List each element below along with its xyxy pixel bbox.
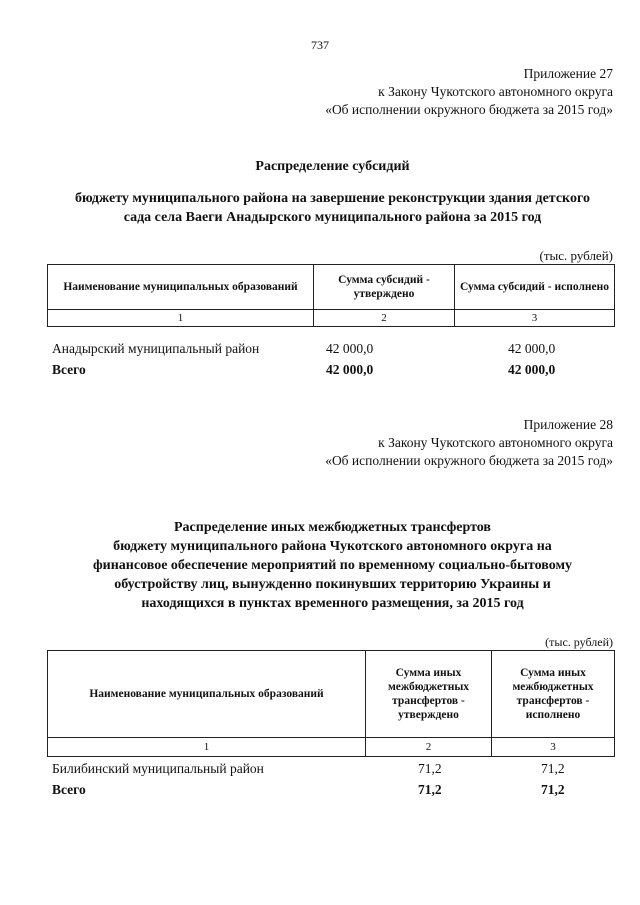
section1-col-approved: Сумма субсидий - утверждено [314, 265, 455, 310]
section2-table-header [47, 650, 615, 757]
appendix-28-number: Приложение 28 [523, 417, 613, 432]
section2-title-line5: находящихся в пунктах временного размещения, за 2015 год [141, 596, 524, 611]
section2-row-executed: 71,2 [541, 761, 565, 776]
section1-subtitle-line1: бюджету муниципального района на завершение реконструкции здания детского [75, 191, 590, 206]
appendix-27-law: к Закону Чукотского автономного округа [378, 84, 613, 99]
section2-total-approved: 71,2 [418, 782, 442, 797]
section2-colnum-1: 1 [48, 738, 366, 757]
section1-table-header [47, 264, 615, 327]
section2-total-executed: 71,2 [541, 782, 565, 797]
section2-col-approved: Сумма иных межбюджетных трансфертов - утверждено [366, 651, 492, 738]
appendix-27-law-title: «Об исполнении окружного бюджета за 2015 год» [325, 102, 613, 117]
section2-total-label: Всего [52, 782, 86, 797]
section2-title [40, 518, 625, 613]
section1-row-approved: 42 000,0 [326, 341, 374, 356]
section1-units: (тыс. рублей) [539, 248, 613, 263]
section2-row-name: Билибинский муниципальный район [52, 761, 264, 776]
page-number: 737 [311, 38, 329, 52]
section1-col-executed: Сумма субсидий - исполнено [455, 265, 615, 310]
section1-title: Распределение субсидий [255, 159, 410, 174]
section1-total-executed: 42 000,0 [508, 362, 556, 377]
section1-col-name: Наименование муниципальных образований [48, 265, 314, 310]
section1-subtitle-line2: сада села Ваеги Анадырского муниципального района за 2015 год [123, 210, 542, 225]
section2-title-line3: финансовое обеспечение мероприятий по временному социально-бытовому [92, 558, 572, 573]
section1-subtitle [40, 189, 625, 227]
appendix-27-header [325, 65, 613, 119]
section1-colnum-1: 1 [48, 310, 314, 327]
section2-colnum-3: 3 [492, 738, 615, 757]
section2-row-approved: 71,2 [418, 761, 442, 776]
section1-row-name: Анадырский муниципальный район [52, 341, 260, 356]
appendix-28-header [325, 416, 613, 470]
section2-col-executed: Сумма иных межбюджетных трансфертов - исполнено [492, 651, 615, 738]
section1-row-executed: 42 000,0 [508, 341, 556, 356]
section2-col-name: Наименование муниципальных образований [48, 651, 366, 738]
appendix-28-law-title: «Об исполнении окружного бюджета за 2015 год» [325, 453, 613, 468]
appendix-28-law: к Закону Чукотского автономного округа [378, 435, 613, 450]
section1-total-label: Всего [52, 362, 86, 377]
section1-total-approved: 42 000,0 [326, 362, 374, 377]
section2-title-line1: Распределение иных межбюджетных трансфертов [173, 520, 491, 535]
section1-colnum-3: 3 [455, 310, 615, 327]
section2-title-line4: обустройству лиц, вынужденно покинувших территорию Украины и [114, 577, 551, 592]
section2-units: (тыс. рублей) [545, 635, 613, 649]
section2-title-line2: бюджету муниципального района Чукотского автономного округа на [113, 539, 552, 554]
appendix-27-number: Приложение 27 [523, 66, 613, 81]
section1-colnum-2: 2 [314, 310, 455, 327]
section2-colnum-2: 2 [366, 738, 492, 757]
